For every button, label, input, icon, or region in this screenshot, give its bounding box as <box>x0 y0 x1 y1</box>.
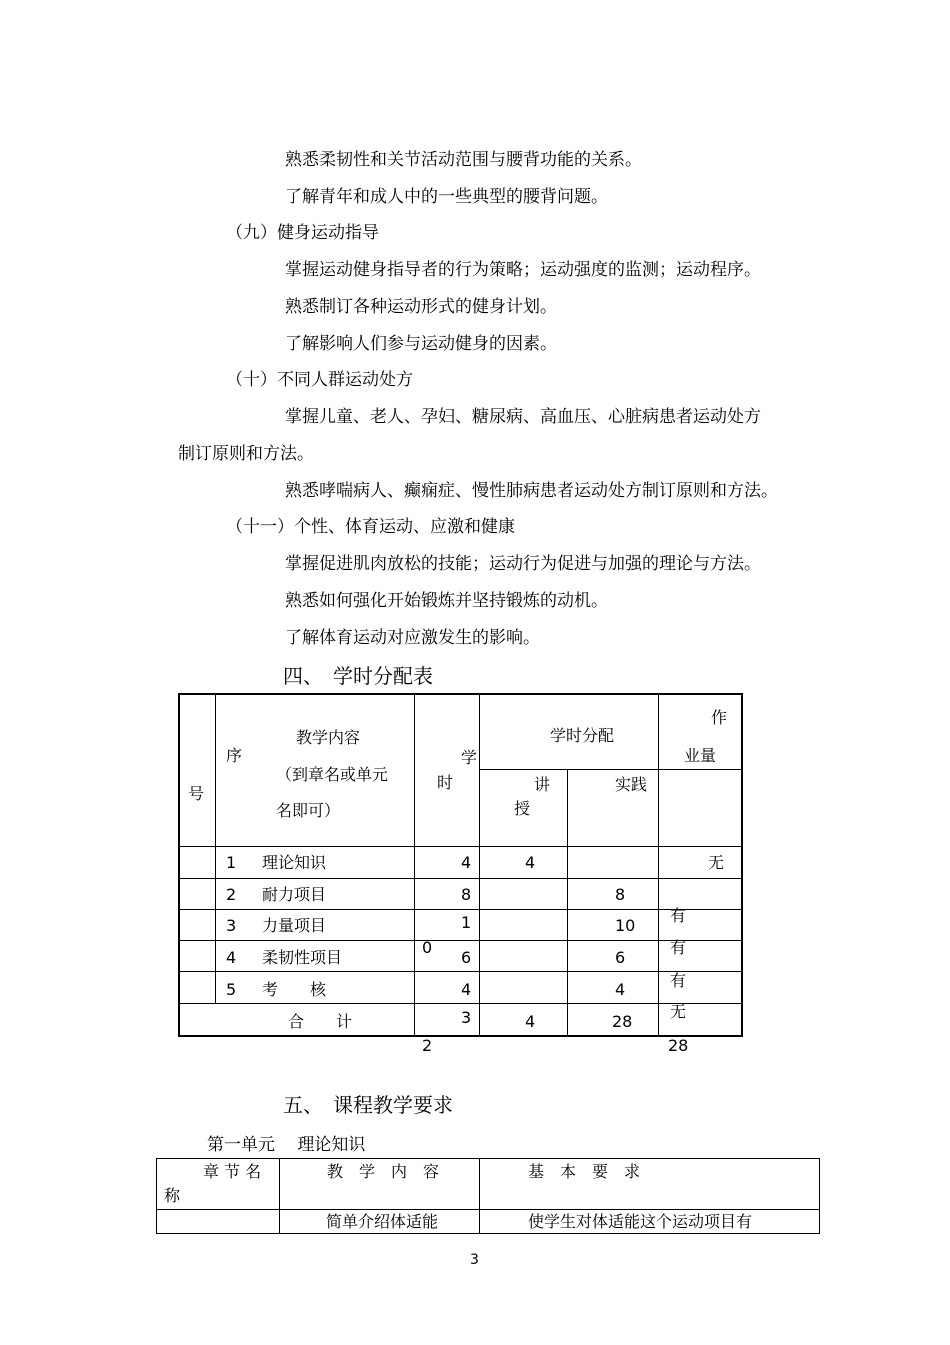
row-hours: 6 <box>461 948 472 967</box>
row-practice: 6 <box>615 948 626 967</box>
page-number: 3 <box>470 1252 479 1268</box>
text-line: 熟悉哮喘病人、癫痫症、慢性肺病患者运动处方制订原则和方法。 <box>285 481 778 501</box>
text-line: 了解影响人们参与运动健身的因素。 <box>285 334 557 354</box>
row-name: 力量项目 <box>262 916 327 935</box>
total-homework-overflow: 28 <box>668 1036 689 1055</box>
row-no: 4 <box>226 948 237 967</box>
row-lecture: 4 <box>525 853 536 872</box>
text-line: 熟悉如何强化开始锻炼并坚持锻炼的动机。 <box>285 591 608 611</box>
row-homework: 有 <box>670 971 687 990</box>
total-label: 合 计 <box>288 1012 353 1031</box>
header-jiang: 讲 <box>534 775 551 794</box>
header-yeliang: 业量 <box>684 746 717 765</box>
text-line: 了解青年和成人中的一些典型的腰背问题。 <box>285 187 608 207</box>
unit-title: 第一单元 理论知识 <box>207 1135 366 1155</box>
total-practice: 28 <box>612 1012 633 1031</box>
row-no: 3 <box>226 916 237 935</box>
row-name: 柔韧性项目 <box>262 948 343 967</box>
text-line: 熟悉柔韧性和关节活动范围与腰背功能的关系。 <box>285 150 642 170</box>
row-homework: 有 <box>670 906 687 925</box>
col-header-chapter: 章 节 名 <box>203 1162 262 1181</box>
header-shou: 授 <box>514 799 531 818</box>
total-homework: 无 <box>670 1002 687 1021</box>
row-hours: 1 <box>461 913 472 932</box>
header-content: 名即可） <box>276 801 341 820</box>
text-line: 了解体育运动对应激发生的影响。 <box>285 628 540 648</box>
row-hours: 4 <box>461 980 472 999</box>
header-xue: 学 <box>461 748 478 767</box>
row-hours: 8 <box>461 885 472 904</box>
text-line: 熟悉制订各种运动形式的健身计划。 <box>285 297 557 317</box>
header-shi: 时 <box>437 773 454 792</box>
row-no: 1 <box>226 853 237 872</box>
text-line: 制订原则和方法。 <box>178 444 314 464</box>
row-no: 5 <box>226 980 237 999</box>
header-hao: 号 <box>188 784 205 803</box>
header-content: （到章名或单元 <box>276 765 389 784</box>
hours-overflow: 0 <box>422 938 433 957</box>
text-line: 掌握儿童、老人、孕妇、糖尿病、高血压、心脏病患者运动处方 <box>285 407 761 427</box>
section-heading: 四、 学时分配表 <box>283 664 433 688</box>
header-zuo: 作 <box>711 708 728 727</box>
subheading: （九）健身运动指导 <box>226 223 379 243</box>
subheading: （十）不同人群运动处方 <box>226 370 413 390</box>
row-homework: 无 <box>708 853 725 872</box>
header-xu: 序 <box>226 746 243 765</box>
row-practice: 4 <box>615 980 626 999</box>
row-no: 2 <box>226 885 237 904</box>
row-homework: 有 <box>670 938 687 957</box>
row-practice: 8 <box>615 885 626 904</box>
total-hours-overflow: 2 <box>422 1036 433 1055</box>
total-lecture: 4 <box>525 1012 536 1031</box>
row-name: 考 核 <box>262 980 327 999</box>
col-header-content: 教 学 内 容 <box>327 1162 440 1181</box>
row-hours: 4 <box>461 853 472 872</box>
text-line: 掌握运动健身指导者的行为策略；运动强度的监测；运动程序。 <box>285 260 761 280</box>
header-alloc: 学时分配 <box>550 726 615 745</box>
header-content: 教学内容 <box>296 728 361 747</box>
row-name: 理论知识 <box>262 853 327 872</box>
table-cell: 使学生对体适能这个运动项目有 <box>528 1212 753 1231</box>
row-name: 耐力项目 <box>262 885 327 904</box>
col-header-requirement: 基 本 要 求 <box>528 1162 641 1181</box>
col-header-chapter: 称 <box>164 1186 181 1205</box>
header-practice: 实践 <box>615 775 648 794</box>
section-heading: 五、 课程教学要求 <box>283 1093 453 1117</box>
table-cell: 简单介绍体适能 <box>326 1212 439 1231</box>
total-hours: 3 <box>461 1008 472 1027</box>
subheading: （十一）个性、体育运动、应激和健康 <box>226 517 515 537</box>
text-line: 掌握促进肌肉放松的技能；运动行为促进与加强的理论与方法。 <box>285 554 761 574</box>
row-practice: 10 <box>615 916 636 935</box>
